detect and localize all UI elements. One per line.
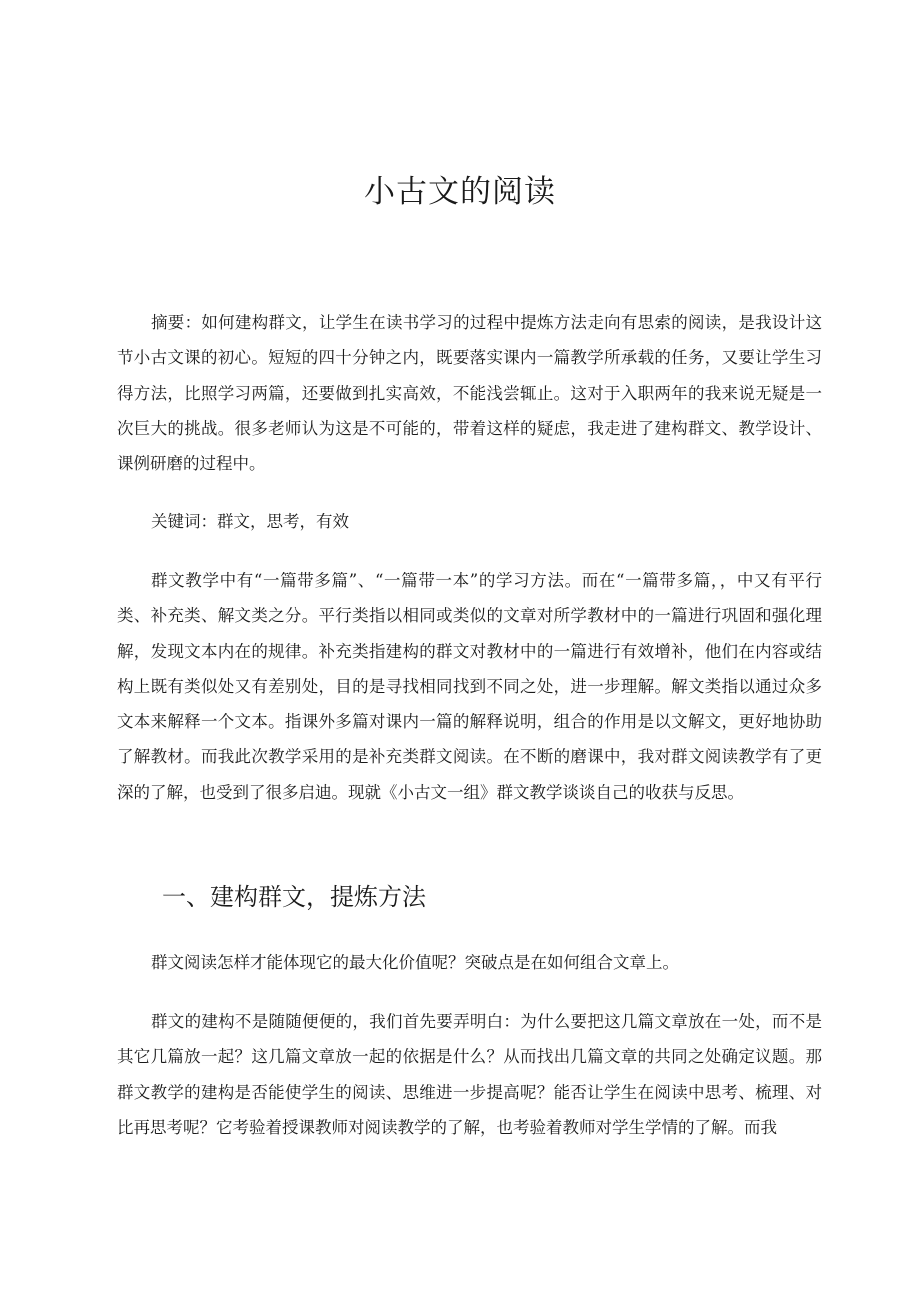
- section-heading: 一、建构群文，提炼方法: [162, 883, 426, 911]
- page-title: 小古文的阅读: [364, 174, 556, 210]
- section-paragraph-1: 群文阅读怎样才能体现它的最大化价值呢？突破点是在如何组合文章上。: [151, 953, 679, 972]
- section-paragraph-2: 群文的建构不是随随便便的，我们首先要弄明白：为什么要把这几篇文章放在一处，而不是其它几篇放一起？这几篇文章放一起的依据是什么？从而找出几篇文章的共同之处确定议题。那群文教学的建构是否能使学生的阅读、思维进一步提高呢？能否让学生在阅读中思考、梳理、对比再思考呢？它考验着授课教师对阅读教学的了解，也考验着教师对学生学情的了解。而我: [117, 1012, 822, 1137]
- abstract-paragraph: 摘要：如何建构群文，让学生在读书学习的过程中提炼方法走向有思索的阅读，是我设计这节小古文课的初心。短短的四十分钟之内，既要落实课内一篇教学所承载的任务，又要让学生习得方法，比照学习两篇，还要做到扎实高效，不能浅尝辄止。这对于入职两年的我来说无疑是一次巨大的挑战。很多老师认为这是不可能的，带着这样的疑虑，我走进了建构群文、教学设计、课例研磨的过程中。: [117, 313, 822, 474]
- keywords-paragraph: 关键词：群文，思考，有效: [151, 512, 349, 531]
- intro-paragraph: 群文教学中有“一篇带多篇”、“一篇带一本”的学习方法。而在“一篇带多篇，，中又有平行类、补充类、解文类之分。平行类指以相同或类似的文章对所学教材中的一篇进行巩固和强化理解，发现文本内在的规律。补充类指建构的群文对教材中的一篇进行有效增补，他们在内容或结构上既有类似处又有差别处，目的是寻找相同找到不同之处，进一步理解。解文类指以通过众多文本来解释一个文本。指课外多篇对课内一篇的解释说明，组合的作用是以文解文，更好地协助了解教材。而我此次教学采用的是补充类群文阅读。在不断的磨课中，我对群文阅读教学有了更深的了解，也受到了很多启迪。现就《小古文一组》群文教学谈谈自己的收获与反思。: [117, 571, 822, 802]
